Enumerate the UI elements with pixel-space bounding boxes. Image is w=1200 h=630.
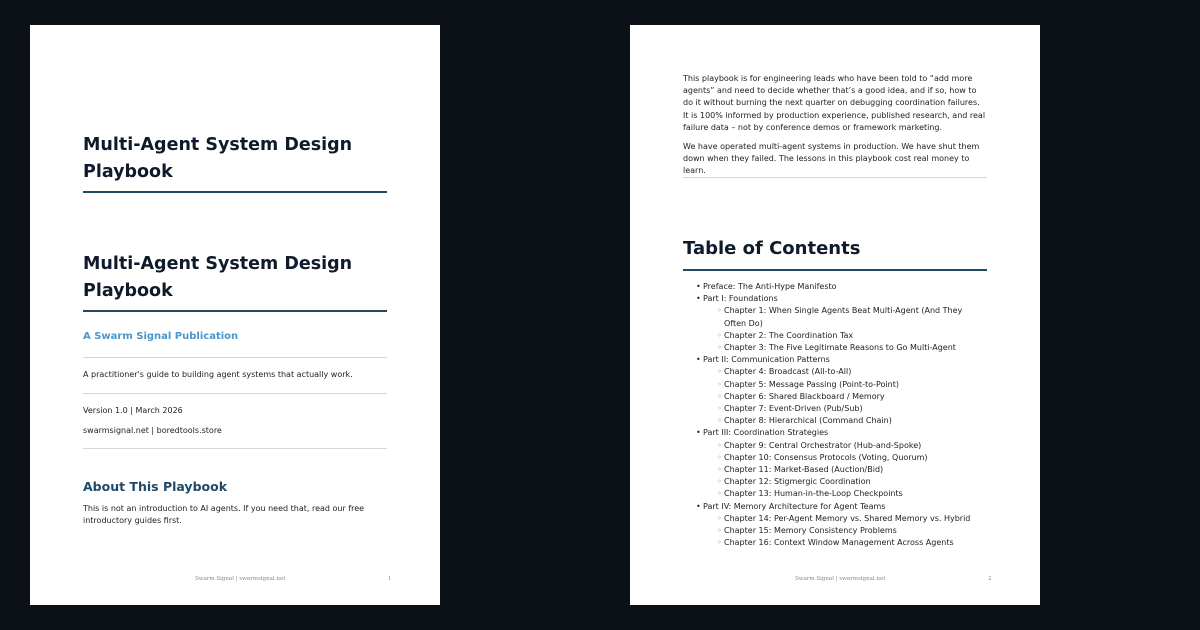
tagline: A practitioner's guide to building agent systems that actually work.: [83, 370, 353, 379]
intro-paragraph: We have operated multi-agent systems in production. We have shut them down when they failed. The lessons in this playbook cost real money to learn.: [683, 142, 980, 176]
toc-item-chapter-11[interactable]: ◦ Chapter 11: Market-Based (Auction/Bid): [697, 464, 980, 476]
toc-item-chapter-6[interactable]: ◦ Chapter 6: Shared Blackboard / Memory: [697, 391, 980, 403]
toc-item-chapter-14[interactable]: ◦ Chapter 14: Per-Agent Memory vs. Shared Memory vs. Hybrid: [697, 513, 980, 525]
toc-item-part-1[interactable]: • Part I: Foundations: [697, 293, 980, 305]
divider: [83, 393, 387, 394]
toc-item-preface[interactable]: • Preface: The Anti-Hype Manifesto: [697, 281, 980, 293]
toc-divider: [683, 269, 987, 271]
cover-title: Multi-Agent System Design Playbook: [83, 135, 353, 182]
main-title: Multi-Agent System Design Playbook: [83, 254, 353, 301]
toc-item-chapter-3[interactable]: ◦ Chapter 3: The Five Legitimate Reasons to Go Multi-Agent: [697, 342, 980, 354]
title-divider: [83, 191, 387, 193]
document-page-2: [630, 25, 1040, 605]
toc-item-chapter-10[interactable]: ◦ Chapter 10: Consensus Protocols (Voting, Quorum): [697, 452, 980, 464]
toc-item-part-4[interactable]: • Part IV: Memory Architecture for Agent Teams: [697, 501, 980, 513]
about-heading: About This Playbook: [83, 479, 228, 494]
document-page-1: [30, 25, 440, 605]
page-footer: Swarm Signal | swarmsignal.net: [795, 576, 886, 582]
site-links: swarmsignal.net | boredtools.store: [83, 426, 222, 435]
toc-item-chapter-8[interactable]: ◦ Chapter 8: Hierarchical (Command Chain): [697, 415, 980, 427]
version-info: Version 1.0 | March 2026: [83, 406, 183, 415]
table-of-contents: [697, 281, 980, 549]
divider: [83, 357, 387, 358]
main-title-block: [83, 251, 387, 312]
toc-item-part-3[interactable]: • Part III: Coordination Strategies: [697, 427, 980, 439]
toc-item-chapter-4[interactable]: ◦ Chapter 4: Broadcast (All-to-All): [697, 366, 980, 378]
toc-item-chapter-13[interactable]: ◦ Chapter 13: Human-in-the-Loop Checkpoints: [697, 488, 980, 500]
toc-item-chapter-12[interactable]: ◦ Chapter 12: Stigmergic Coordination: [697, 476, 980, 488]
toc-item-chapter-2[interactable]: ◦ Chapter 2: The Coordination Tax: [697, 330, 980, 342]
page-number: 2: [988, 576, 992, 582]
publication-label: A Swarm Signal Publication: [83, 331, 239, 342]
toc-item-chapter-9[interactable]: ◦ Chapter 9: Central Orchestrator (Hub-and-Spoke): [697, 440, 980, 452]
main-title-divider: [83, 310, 387, 312]
page-number: 1: [388, 576, 392, 582]
divider: [83, 448, 387, 449]
toc-item-chapter-5[interactable]: ◦ Chapter 5: Message Passing (Point-to-Point): [697, 379, 980, 391]
intro-paragraph: This playbook is for engineering leads who have been told to “add more agents” and need to decide whether that’s a good idea, and if so, how to do it without burning the next quarter on debugging coordination failures. It is 100% informed by production experience, published research, and real failure data – not by conference demos or framework marketing.: [683, 74, 986, 132]
toc-heading: Table of Contents: [683, 238, 861, 259]
toc-item-chapter-16[interactable]: ◦ Chapter 16: Context Window Management Across Agents: [697, 537, 980, 549]
toc-item-part-2[interactable]: • Part II: Communication Patterns: [697, 354, 980, 366]
page-footer: Swarm Signal | swarmsignal.net: [195, 576, 286, 582]
about-text: This is not an introduction to AI agents. If you need that, read our free introductory guides first.: [83, 504, 365, 526]
cover-title-block: [83, 132, 387, 193]
divider: [683, 177, 987, 178]
toc-item-chapter-7[interactable]: ◦ Chapter 7: Event-Driven (Pub/Sub): [697, 403, 980, 415]
toc-item-chapter-15[interactable]: ◦ Chapter 15: Memory Consistency Problems: [697, 525, 980, 537]
toc-item-chapter-1[interactable]: ◦ Chapter 1: When Single Agents Beat Multi-Agent (And They Often Do): [697, 305, 980, 329]
